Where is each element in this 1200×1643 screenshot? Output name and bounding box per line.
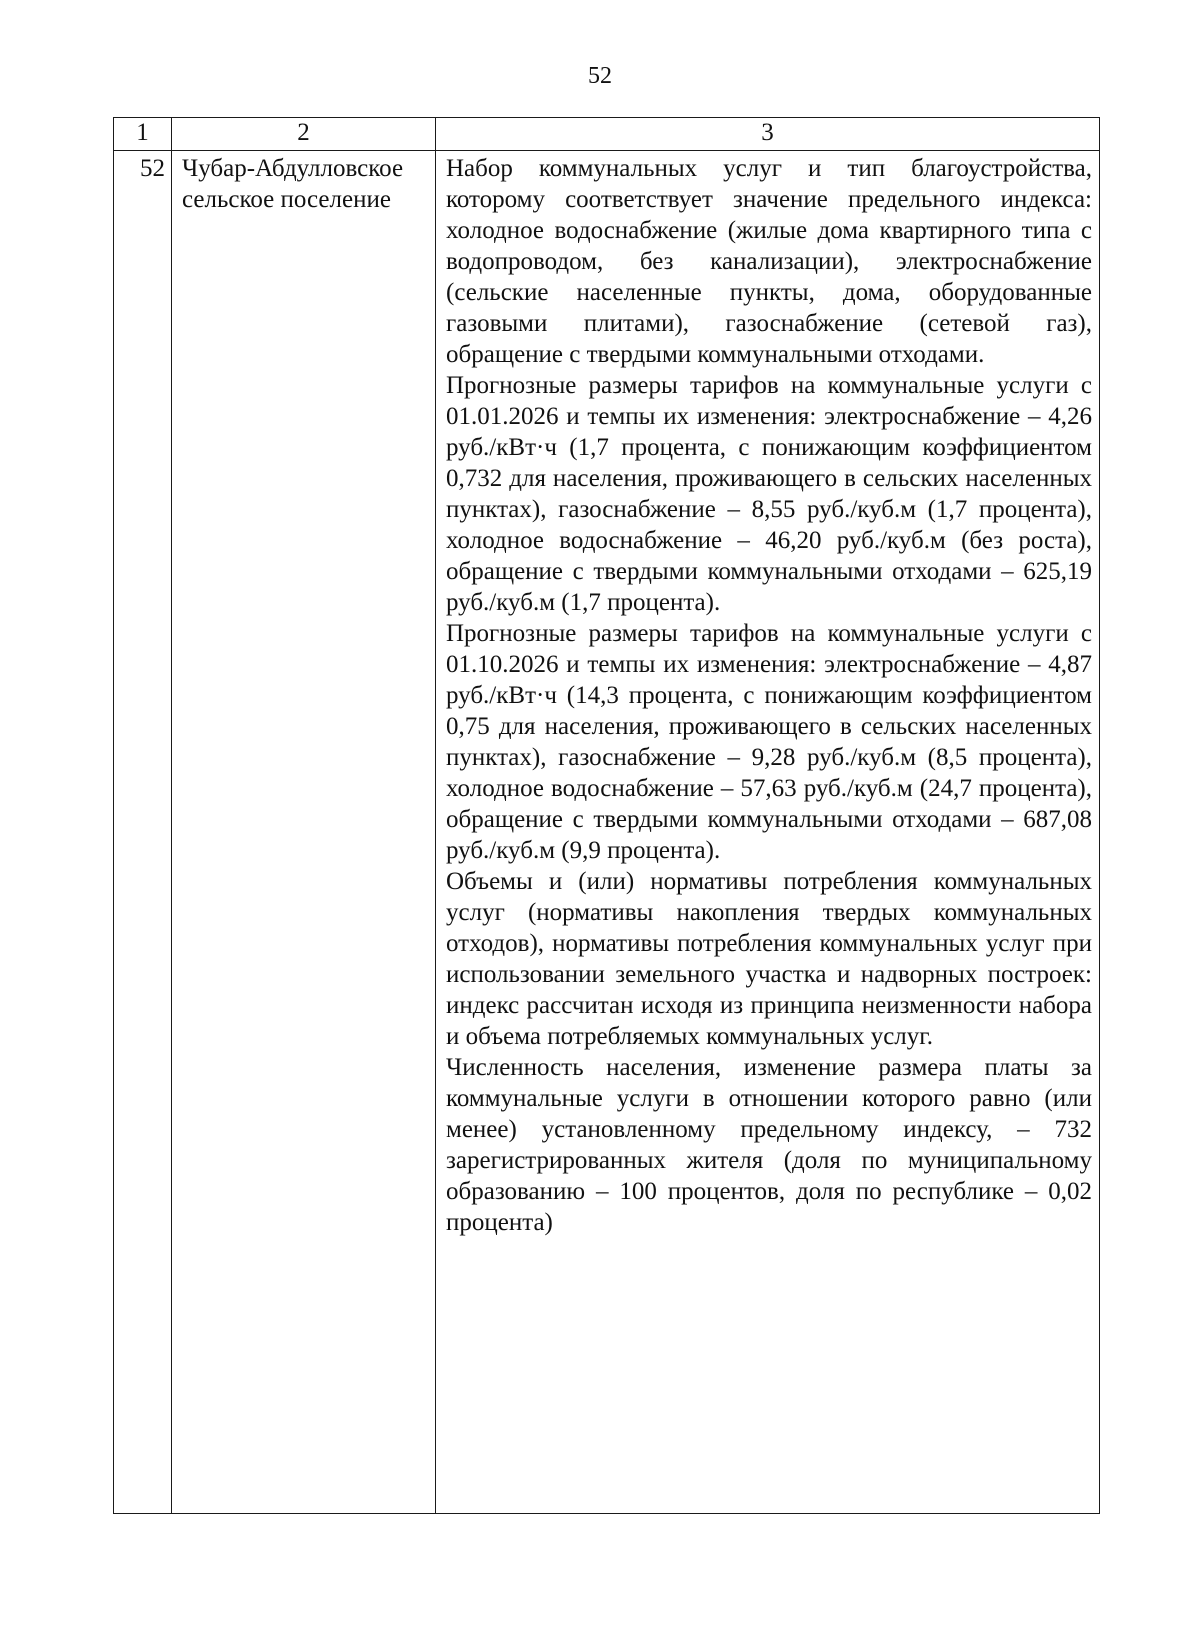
municipality-table [113, 117, 1100, 1514]
row-number: 52 [114, 151, 172, 1514]
column-header-2: 2 [172, 118, 436, 151]
page-number: 52 [588, 63, 612, 89]
paragraph-service-set: Набор коммунальных услуг и тип благоустройства, которому соответствует значение предельного индекса: холодное водоснабжение (жилые дома квартирного типа с водопроводом, без канализации), электроснабжение (сельские населенные пункты, дома, оборудованные газовыми плитами), газоснабжение (сетевой газ), обращение с твердыми коммунальными отходами. [446, 155, 1092, 368]
column-header-1: 1 [114, 118, 172, 151]
description-cell [436, 151, 1100, 1514]
paragraph-tariffs-october: Прогнозные размеры тарифов на коммунальные услуги с 01.10.2026 и темпы их изменения: электроснабжение – 4,87 руб./кВт·ч (14,3 процента, с понижающим коэффициентом 0,75 для населения, проживающего в сельских населенных пунктах), газоснабжение – 9,28 руб./куб.м (8,5 процента), холодное водоснабжение – 57,63 руб./куб.м (24,7 процента), обращение с твердыми коммунальными отходами – 687,08 руб./куб.м (9,9 процента). [446, 620, 1092, 864]
column-header-3: 3 [436, 118, 1100, 151]
table-row [114, 151, 1100, 1514]
table-header-row [114, 118, 1100, 151]
paragraph-consumption-norms: Объемы и (или) нормативы потребления коммунальных услуг (нормативы накопления твердых коммунальных отходов), нормативы потребления коммунальных услуг при использовании земельного участка и надворных построек: индекс рассчитан исходя из принципа неизменности набора и объема потребляемых коммунальных услуг. [446, 868, 1092, 1050]
paragraph-population: Численность населения, изменение размера платы за коммунальные услуги в отношении которого равно (или менее) установленному предельному индексу, – 732 зарегистрированных жителя (доля по муниципальному образованию – 100 процентов, доля по республике – 0,02 процента) [446, 1054, 1092, 1236]
settlement-name: Чубар-Абдулловское сельское поселение [172, 151, 436, 1514]
paragraph-tariffs-january: Прогнозные размеры тарифов на коммунальные услуги с 01.01.2026 и темпы их изменения: электроснабжение – 4,26 руб./кВт·ч (1,7 процента, с понижающим коэффициентом 0,732 для населения, проживающего в сельских населенных пунктах), газоснабжение – 8,55 руб./куб.м (1,7 процента), холодное водоснабжение – 46,20 руб./куб.м (без роста), обращение с твердыми коммунальными отходами – 625,19 руб./куб.м (1,7 процента). [446, 372, 1092, 616]
